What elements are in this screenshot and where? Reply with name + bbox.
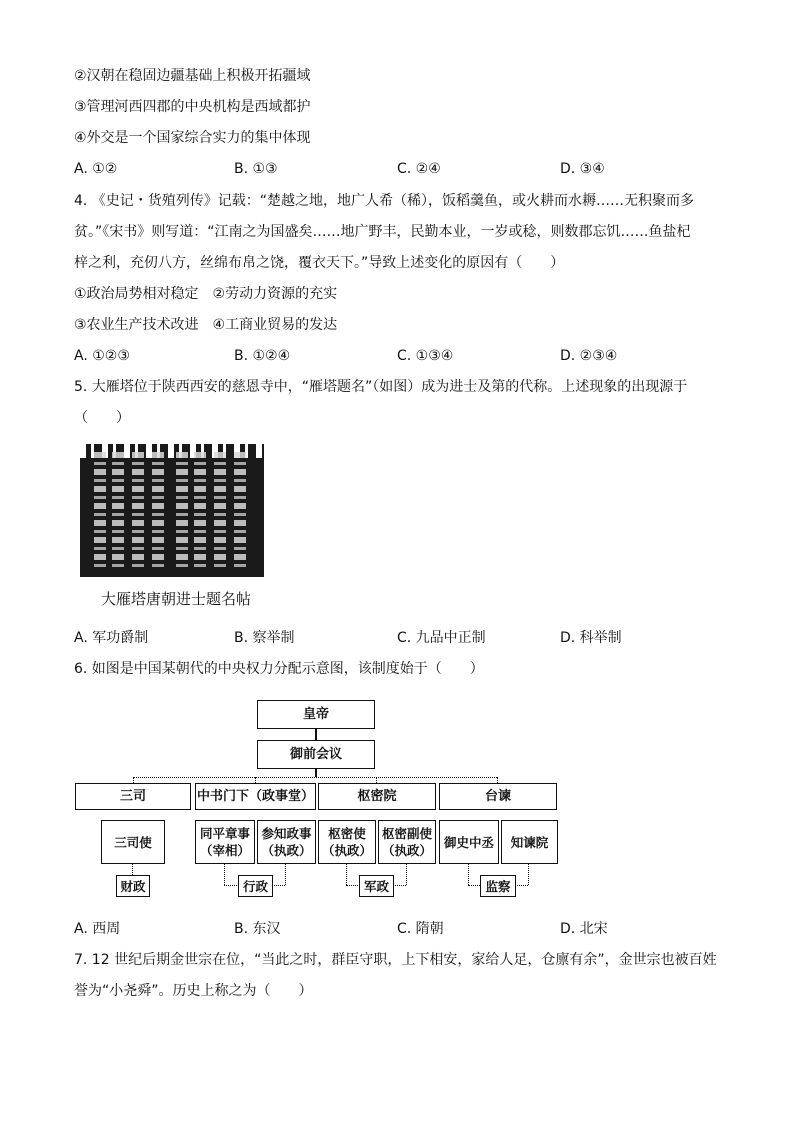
q4-statements-1: ①政治局势相对稳定 ②劳动力资源的充实 (74, 286, 338, 302)
official-sansishi (101, 820, 165, 864)
q5-option-d[interactable]: D. 科举制 (560, 630, 622, 646)
dotted-branch (133, 777, 497, 778)
dotted-connector (468, 863, 469, 885)
official-title: 枢密使 (328, 826, 366, 841)
dotted-connector (528, 863, 529, 885)
q5-stem-line-1: 5. 大雁塔位于陕西西安的慈恩寺中，“雁塔题名”（如图）成为进士及第的代称。上述现象的出现源于 (74, 379, 688, 395)
q5-option-a[interactable]: A. 军功爵制 (74, 630, 149, 646)
q3-option-a[interactable]: A. ①② (74, 161, 118, 177)
power-supervision: 监察 (480, 875, 516, 897)
inscription-column (152, 452, 164, 567)
official-title: 枢密副使 (381, 826, 432, 841)
connector (315, 728, 317, 740)
q4-option-b[interactable]: B. ①②④ (234, 348, 291, 364)
q3-option-c[interactable]: C. ②④ (397, 161, 441, 177)
inscription-column (214, 452, 226, 567)
q6-stem: 6. 如图是中国某朝代的中央权力分配示意图，该制度始于（ ） (74, 661, 484, 677)
q7-stem-line-2: 誉为“小尧舜”。历史上称之为（ ） (74, 983, 313, 999)
q5-options (74, 628, 714, 648)
q3-option-d[interactable]: D. ③④ (560, 161, 605, 177)
q4-option-c[interactable]: C. ①③④ (397, 348, 454, 364)
q6-option-c[interactable]: C. 隋朝 (397, 921, 444, 937)
official-role: （执政） (381, 843, 432, 858)
q4-stem-line-1: 4. 《史记・货殖列传》记载：“楚越之地，地广人希（稀），饭稻羹鱼，或火耕而水耨……无积聚而多 (74, 193, 695, 209)
official-title: 御史中丞 (443, 834, 494, 850)
official-title: 参知政事 (261, 826, 312, 841)
q5-option-c[interactable]: C. 九品中正制 (397, 630, 486, 646)
dept-sansi: 三司 (75, 783, 191, 810)
dotted-connector (132, 863, 133, 875)
connector (315, 768, 317, 777)
q3-option-b[interactable]: B. ①③ (234, 161, 278, 177)
official-role: （执政） (261, 843, 312, 858)
q4-options (74, 346, 714, 366)
dept-shumiyuan: 枢密院 (318, 783, 436, 810)
official-shumishi (318, 820, 376, 864)
inscription-column (234, 452, 246, 567)
q3-statement-2: ②汉朝在稳固边疆基础上积极开拓疆域 (74, 68, 311, 84)
official-canzhizhengshi (257, 820, 316, 864)
q6-options (74, 919, 714, 939)
power-administration: 行政 (238, 875, 273, 897)
q5-stem-line-2: （ ） (74, 410, 130, 426)
official-title: 三司使 (114, 834, 152, 850)
q6-option-b[interactable]: B. 东汉 (234, 921, 281, 937)
dotted-connector (346, 863, 347, 885)
inscription-column (132, 452, 144, 567)
q5-option-b[interactable]: B. 察举制 (234, 630, 295, 646)
inscription-column (194, 452, 206, 567)
official-role: （宰相） (199, 843, 250, 858)
q4-option-a[interactable]: A. ①②③ (74, 348, 130, 364)
q3-statement-4: ④外交是一个国家综合实力的集中体现 (74, 130, 311, 146)
q6-option-d[interactable]: D. 北宋 (560, 921, 608, 937)
dotted-connector (224, 863, 225, 885)
official-tongpingzhangshi (195, 820, 255, 864)
dotted-connector (285, 863, 286, 885)
official-zhijianyuan (501, 820, 558, 864)
official-role: （执政） (321, 843, 372, 858)
power-finance: 财政 (116, 875, 150, 897)
dept-zhongshu: 中书门下（政事堂） (195, 783, 316, 810)
inscription-column (176, 452, 188, 567)
official-title: 同平章事 (199, 826, 250, 841)
q4-option-d[interactable]: D. ②③④ (560, 348, 618, 364)
council-box: 御前会议 (257, 740, 375, 769)
emperor-box: 皇帝 (257, 700, 375, 729)
q3-statement-3: ③管理河西四郡的中央机构是西域都护 (74, 99, 311, 115)
q4-stem-line-3: 梓之利，充仞八方，丝绵布帛之饶，覆衣天下。”导致上述变化的原因有（ ） (74, 255, 565, 271)
power-military: 军政 (359, 875, 394, 897)
stele-rubbing-image (80, 444, 264, 577)
image-caption: 大雁塔唐朝进士题名帖 (101, 590, 252, 608)
q6-option-a[interactable]: A. 西周 (74, 921, 121, 937)
dept-taijian: 台谏 (439, 783, 557, 810)
q4-stem-line-2: 贫。”《宋书》则写道：“江南之为国盛矣……地广野丰，民勤本业，一岁或稔，则数郡忘饥……鱼盐杞 (74, 224, 691, 240)
dotted-connector (406, 863, 407, 885)
inscription-column (112, 452, 124, 567)
official-yushizhongcheng (439, 820, 499, 864)
inscription-column (94, 452, 106, 567)
q7-stem-line-1: 7. 12 世纪后期金世宗在位，“当此之时，群臣守职，上下相安，家给人足，仓廪有余”，金世宗也被百姓 (74, 952, 717, 968)
official-title: 知谏院 (510, 834, 549, 850)
q4-statements-2: ③农业生产技术改进 ④工商业贸易的发达 (74, 317, 338, 333)
q3-options (74, 159, 714, 179)
official-shumifushi (378, 820, 436, 864)
